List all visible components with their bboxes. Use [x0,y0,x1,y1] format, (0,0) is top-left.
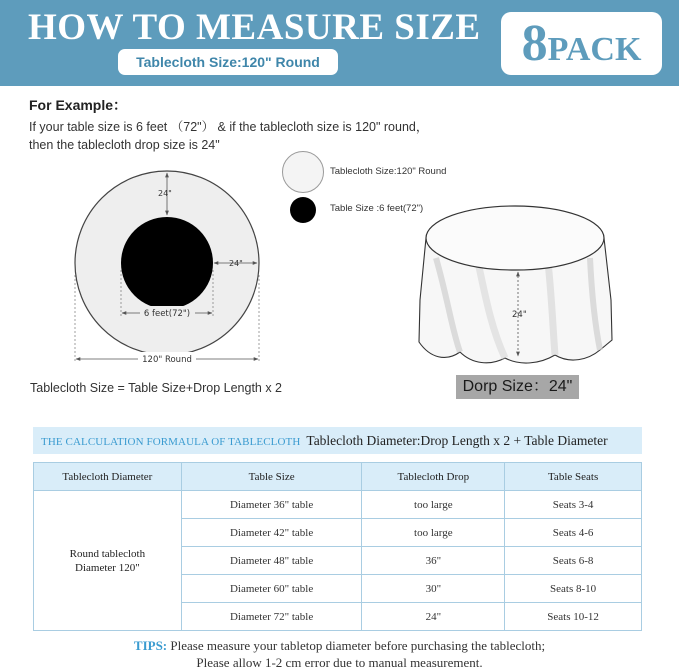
side-view-tablecloth [419,206,612,363]
cell-seats: Seats 3-4 [505,491,642,519]
calculation-formula-bar [33,427,642,454]
drop-right-label: 24" [229,259,243,268]
cell-seats: Seats 8-10 [505,575,642,603]
page-title: HOW TO MEASURE SIZE [28,7,481,48]
calculation-equation: Tablecloth Diameter:Drop Length x 2 + Table Diameter [306,433,608,448]
header-tablecloth-drop: Tablecloth Drop [362,463,505,491]
pack-number: 8 [521,15,548,72]
merged-diameter-cell [34,491,182,631]
cell-drop: 30" [362,575,505,603]
drop-top-label: 24" [158,189,172,198]
cell-seats: Seats 4-6 [505,519,642,547]
cloth-diameter-label: 120" Round [142,355,192,365]
cell-table-size: Diameter 72" table [181,603,362,631]
table-legend-label: Table Size :6 feet(72") [330,203,424,214]
size-table [33,462,642,631]
tips-text-2: Please allow 1-2 cm error due to manual measurement. [196,655,483,668]
table-header-row [34,463,642,491]
merged-line-2: Diameter 120" [75,561,140,574]
calculation-caption: THE CALCULATION FORMAULA OF TABLECLOTH [41,436,301,448]
tablecloth-legend-label: Tablecloth Size:120" Round [330,166,447,177]
cell-seats: Seats 10-12 [505,603,642,631]
header-table-size: Table Size [181,463,362,491]
tablecloth-size-formula: Tablecloth Size = Table Size+Drop Length x 2 [30,381,283,395]
example-heading: For Example： [29,97,128,113]
table-top-ellipse [426,206,604,270]
tablecloth-size-pill: Tablecloth Size:120" Round [118,49,338,75]
example-line-1: If your table size is 6 feet （72"） & if the tablecloth size is 120" round， [29,120,429,134]
pack-word: PACK [547,31,642,68]
cell-drop: 36" [362,547,505,575]
tips-label: TIPS: [133,638,168,653]
table-row [34,491,642,519]
example-line-2: then the tablecloth drop size is 24" [29,138,220,152]
cell-drop: 24" [362,603,505,631]
cell-table-size: Diameter 48" table [181,547,362,575]
cell-table-size: Diameter 60" table [181,575,362,603]
table-diameter-label: 6 feet(72") [143,309,191,319]
drop-size-label: Dorp Size：24" [456,375,579,399]
header-tablecloth-diameter: Tablecloth Diameter [34,463,182,491]
cell-drop: too large [362,491,505,519]
cell-table-size: Diameter 42" table [181,519,362,547]
drop-length-label: 24" [512,310,527,320]
tips-line-1 [0,637,679,654]
header-table-seats: Table Seats [505,463,642,491]
cell-drop: too large [362,519,505,547]
cell-table-size: Diameter 36" table [181,491,362,519]
tips-text-1: Please measure your tabletop diameter before purchasing the tablecloth; [170,638,546,653]
tips-section [0,637,679,668]
merged-line-1: Round tablecloth [69,547,146,560]
top-view [75,171,259,365]
cell-seats: Seats 6-8 [505,547,642,575]
table-circle [121,217,213,309]
